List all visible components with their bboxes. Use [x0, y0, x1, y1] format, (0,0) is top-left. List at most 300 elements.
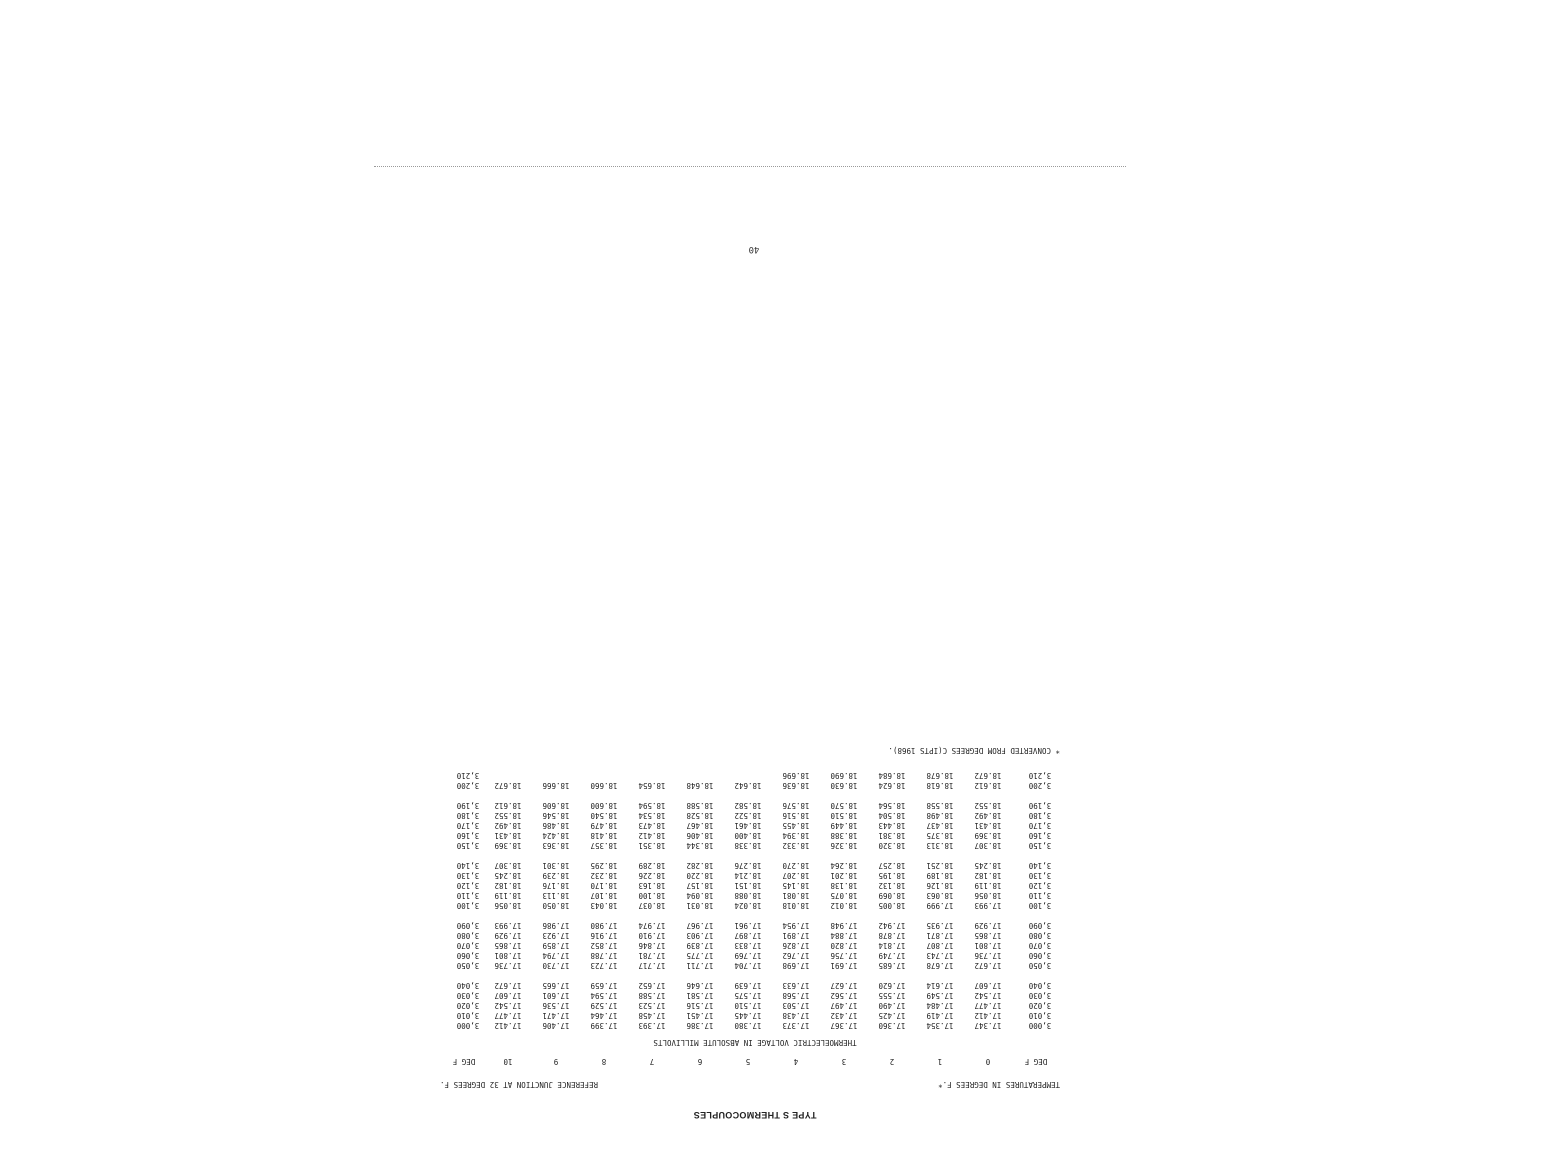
- table-cell: 18.684: [878, 771, 906, 780]
- table-cell: 18.239: [542, 871, 570, 880]
- table-cell: 17.672: [494, 981, 522, 990]
- table-cell: 17.993: [974, 901, 1002, 910]
- row-deg-label-right: 3,100: [456, 901, 480, 910]
- table-cell: 17.373: [782, 1021, 810, 1030]
- table-cell: 18.257: [878, 861, 906, 870]
- table-cell: 17.762: [782, 951, 810, 960]
- table-cell: 17.691: [830, 961, 858, 970]
- table-cell: 17.807: [926, 941, 954, 950]
- table-cell: 17.425: [878, 1011, 906, 1020]
- table-cell: 18.270: [782, 861, 810, 870]
- table-cell: 17.549: [926, 991, 954, 1000]
- table-cell: 17.942: [878, 921, 906, 930]
- column-header: 5: [745, 1057, 751, 1066]
- row-deg-label-right: 3,110: [456, 891, 480, 900]
- table-cell: 17.852: [590, 941, 618, 950]
- table-cell: 18.031: [686, 901, 714, 910]
- table-cell: 17.510: [734, 1001, 762, 1010]
- table-cell: 18.648: [686, 781, 714, 790]
- table-cell: 18.431: [494, 831, 522, 840]
- table-cell: 18.295: [590, 861, 618, 870]
- table-cell: 17.464: [590, 1011, 618, 1020]
- table-cell: 17.839: [686, 941, 714, 950]
- table-cell: 17.646: [686, 981, 714, 990]
- table-cell: 18.005: [878, 901, 906, 910]
- table-cell: 18.351: [638, 841, 666, 850]
- table-cell: 18.516: [782, 811, 810, 820]
- table-cell: 17.471: [542, 1011, 570, 1020]
- row-deg-label: 3,070: [1028, 941, 1052, 950]
- table-cell: 18.678: [926, 771, 954, 780]
- row-deg-label: 3,210: [1028, 771, 1052, 780]
- table-cell: 17.897: [734, 931, 762, 940]
- table-cell: 18.528: [686, 811, 714, 820]
- table-cell: 18.672: [974, 771, 1002, 780]
- table-cell: 18.642: [734, 781, 762, 790]
- table-cell: 18.672: [494, 781, 522, 790]
- table-cell: 18.498: [926, 811, 954, 820]
- table-cell: 17.516: [686, 1001, 714, 1010]
- row-deg-label: 3,080: [1028, 931, 1052, 940]
- row-deg-label-right: 3,020: [456, 1001, 480, 1010]
- row-deg-label-right: 3,210: [456, 771, 480, 780]
- table-cell: 18.363: [542, 841, 570, 850]
- table-cell: 18.264: [830, 861, 858, 870]
- table-cell: 17.568: [782, 991, 810, 1000]
- column-header: 7: [649, 1057, 655, 1066]
- page-number: 40: [748, 244, 760, 254]
- table-cell: 18.344: [686, 841, 714, 850]
- table-cell: 18.461: [734, 821, 762, 830]
- table-cell: 18.056: [974, 891, 1002, 900]
- table-cell: 17.503: [782, 1001, 810, 1010]
- table-cell: 17.620: [878, 981, 906, 990]
- table-cell: 17.406: [542, 1021, 570, 1030]
- row-deg-label-right: 3,040: [456, 981, 480, 990]
- table-cell: 17.399: [590, 1021, 618, 1030]
- table-cell: 18.522: [734, 811, 762, 820]
- table-cell: 17.555: [878, 991, 906, 1000]
- table-cell: 17.935: [926, 921, 954, 930]
- table-cell: 18.540: [590, 811, 618, 820]
- table-cell: 17.923: [542, 931, 570, 940]
- row-deg-label: 3,100: [1028, 901, 1052, 910]
- row-deg-label-right: 3,200: [456, 781, 480, 790]
- table-cell: 17.542: [494, 1001, 522, 1010]
- table-cell: 17.903: [686, 931, 714, 940]
- table-cell: 17.781: [638, 951, 666, 960]
- table-cell: 17.685: [878, 961, 906, 970]
- table-cell: 18.600: [590, 801, 618, 810]
- table-cell: 18.486: [542, 821, 570, 830]
- table-cell: 17.380: [734, 1021, 762, 1030]
- table-cell: 18.381: [878, 831, 906, 840]
- table-cell: 17.814: [878, 941, 906, 950]
- row-deg-label-right: 3,140: [456, 861, 480, 870]
- table-cell: 18.245: [974, 861, 1002, 870]
- table-cell: 17.588: [638, 991, 666, 1000]
- thermocouple-table-page: [440, 736, 1070, 1122]
- row-deg-label: 3,010: [1028, 1011, 1052, 1020]
- table-cell: 18.220: [686, 871, 714, 880]
- table-cell: 18.443: [878, 821, 906, 830]
- table-cell: 17.607: [494, 991, 522, 1000]
- table-cell: 18.081: [782, 891, 810, 900]
- table-cell: 18.552: [974, 801, 1002, 810]
- row-deg-label: 3,050: [1028, 961, 1052, 970]
- table-cell: 17.769: [734, 951, 762, 960]
- row-deg-label: 3,090: [1028, 921, 1052, 930]
- table-cell: [628, 771, 676, 780]
- table-cell: 18.151: [734, 881, 762, 890]
- table-cell: 18.582: [734, 801, 762, 810]
- row-deg-label-right: 3,050: [456, 961, 480, 970]
- table-cell: 17.801: [494, 951, 522, 960]
- table-cell: 18.301: [542, 861, 570, 870]
- column-header: 2: [889, 1057, 895, 1066]
- table-cell: 17.438: [782, 1011, 810, 1020]
- table-cell: 18.113: [542, 891, 570, 900]
- table-cell: 17.859: [542, 941, 570, 950]
- table-cell: 18.170: [590, 881, 618, 890]
- table-cell: 18.050: [542, 901, 570, 910]
- column-header: 4: [793, 1057, 799, 1066]
- table-cell: 18.119: [494, 891, 522, 900]
- table-cell: 17.627: [830, 981, 858, 990]
- table-cell: 18.207: [782, 871, 810, 880]
- table-cell: 18.612: [974, 781, 1002, 790]
- table-cell: 17.607: [974, 981, 1002, 990]
- table-cell: 18.069: [878, 891, 906, 900]
- table-cell: 17.730: [542, 961, 570, 970]
- table-cell: 18.018: [782, 901, 810, 910]
- row-deg-label: 3,200: [1028, 781, 1052, 790]
- table-cell: 18.012: [830, 901, 858, 910]
- table-cell: 17.659: [590, 981, 618, 990]
- table-cell: 18.226: [638, 871, 666, 880]
- column-header: 9: [553, 1057, 559, 1066]
- table-cell: 18.412: [638, 831, 666, 840]
- table-cell: 18.588: [686, 801, 714, 810]
- table-cell: 17.484: [926, 1001, 954, 1010]
- table-cell: 17.910: [638, 931, 666, 940]
- table-cell: 18.630: [830, 781, 858, 790]
- table-cell: 18.660: [590, 781, 618, 790]
- table-cell: 18.437: [926, 821, 954, 830]
- table-cell: 18.394: [782, 831, 810, 840]
- table-cell: 18.455: [782, 821, 810, 830]
- footnote: * CONVERTED FROM DEGREES C(IPTS 1968).: [888, 746, 1060, 755]
- table-cell: 18.245: [494, 871, 522, 880]
- table-cell: 18.558: [926, 801, 954, 810]
- table-cell: 17.801: [974, 941, 1002, 950]
- table-cell: 17.820: [830, 941, 858, 950]
- table-cell: 17.477: [494, 1011, 522, 1020]
- table-cell: 18.100: [638, 891, 666, 900]
- table-cell: 17.884: [830, 931, 858, 940]
- table-cell: 18.418: [590, 831, 618, 840]
- table-cell: 18.570: [830, 801, 858, 810]
- table-cell: 18.282: [686, 861, 714, 870]
- table-cell: 17.871: [926, 931, 954, 940]
- scan-dotted-rule: [374, 166, 1126, 167]
- row-deg-label-right: 3,080: [456, 931, 480, 940]
- table-cell: 17.916: [590, 931, 618, 940]
- row-deg-label-right: 3,180: [456, 811, 480, 820]
- table-cell: 17.865: [974, 931, 1002, 940]
- table-cell: [724, 771, 772, 780]
- table-cell: 18.534: [638, 811, 666, 820]
- table-cell: 18.636: [782, 781, 810, 790]
- table-cell: 17.490: [878, 1001, 906, 1010]
- column-header: 1: [937, 1057, 943, 1066]
- table-cell: 18.132: [878, 881, 906, 890]
- row-deg-label: 3,160: [1028, 831, 1052, 840]
- table-cell: 18.307: [974, 841, 1002, 850]
- table-cell: 18.307: [494, 861, 522, 870]
- table-cell: 17.878: [878, 931, 906, 940]
- table-cell: 17.542: [974, 991, 1002, 1000]
- row-deg-label-right: 3,070: [456, 941, 480, 950]
- table-cell: 18.504: [878, 811, 906, 820]
- table-cell: 18.552: [494, 811, 522, 820]
- table-cell: 18.075: [830, 891, 858, 900]
- row-deg-label-right: 3,090: [456, 921, 480, 930]
- table-cell: 17.980: [590, 921, 618, 930]
- table-cell: 17.788: [590, 951, 618, 960]
- row-deg-label: 3,120: [1028, 881, 1052, 890]
- table-cell: 18.332: [782, 841, 810, 850]
- table-cell: 17.678: [926, 961, 954, 970]
- table-cell: 17.536: [542, 1001, 570, 1010]
- row-deg-label-right: 3,190: [456, 801, 480, 810]
- table-cell: 17.412: [494, 1021, 522, 1030]
- table-cell: 17.993: [494, 921, 522, 930]
- table-cell: 18.654: [638, 781, 666, 790]
- table-cell: 18.119: [974, 881, 1002, 890]
- row-deg-label-right: 3,120: [456, 881, 480, 890]
- table-cell: 17.614: [926, 981, 954, 990]
- table-cell: 18.369: [974, 831, 1002, 840]
- table-cell: 17.826: [782, 941, 810, 950]
- row-deg-label: 3,060: [1028, 951, 1052, 960]
- column-header-row: [440, 1054, 1070, 1066]
- row-deg-label: 3,190: [1028, 801, 1052, 810]
- table-cell: 17.833: [734, 941, 762, 950]
- row-deg-label-right: 3,170: [456, 821, 480, 830]
- table-cell: 17.736: [974, 951, 1002, 960]
- table-cell: 18.357: [590, 841, 618, 850]
- table-cell: 17.458: [638, 1011, 666, 1020]
- table-cell: 17.736: [494, 961, 522, 970]
- table-cell: 18.375: [926, 831, 954, 840]
- table-cell: 17.743: [926, 951, 954, 960]
- table-cell: 17.865: [494, 941, 522, 950]
- table-cell: 18.313: [926, 841, 954, 850]
- row-deg-label-right: 3,160: [456, 831, 480, 840]
- row-deg-label-right: 3,030: [456, 991, 480, 1000]
- table-cell: 18.406: [686, 831, 714, 840]
- column-header: DEG F: [1024, 1057, 1048, 1066]
- table-cell: [676, 771, 724, 780]
- column-header: 0: [985, 1057, 991, 1066]
- table-cell: 17.386: [686, 1021, 714, 1030]
- table-cell: 18.195: [878, 871, 906, 880]
- row-deg-label: 3,020: [1028, 1001, 1052, 1010]
- table-cell: 17.412: [974, 1011, 1002, 1020]
- column-header: 10: [503, 1057, 513, 1066]
- table-cell: 17.961: [734, 921, 762, 930]
- row-deg-label-right: 3,150: [456, 841, 480, 850]
- table-cell: 18.276: [734, 861, 762, 870]
- table-cell: 17.986: [542, 921, 570, 930]
- table-cell: 18.479: [590, 821, 618, 830]
- row-deg-label: 3,150: [1028, 841, 1052, 850]
- table-cell: 17.846: [638, 941, 666, 950]
- row-deg-label: 3,180: [1028, 811, 1052, 820]
- table-cell: 18.666: [542, 781, 570, 790]
- table-cell: 18.564: [878, 801, 906, 810]
- table-cell: 17.523: [638, 1001, 666, 1010]
- table-cell: 18.467: [686, 821, 714, 830]
- table-cell: 18.618: [926, 781, 954, 790]
- table-cell: 18.107: [590, 891, 618, 900]
- table-cell: 18.189: [926, 871, 954, 880]
- table-cell: 18.163: [638, 881, 666, 890]
- table-cell: 17.354: [926, 1021, 954, 1030]
- table-cell: [532, 771, 580, 780]
- table-cell: 18.624: [878, 781, 906, 790]
- table-cell: 17.652: [638, 981, 666, 990]
- row-deg-label-right: 3,130: [456, 871, 480, 880]
- table-cell: 17.594: [590, 991, 618, 1000]
- table-cell: 17.756: [830, 951, 858, 960]
- table-cell: 18.088: [734, 891, 762, 900]
- column-header: 6: [697, 1057, 703, 1066]
- table-cell: 17.419: [926, 1011, 954, 1020]
- table-cell: 18.449: [830, 821, 858, 830]
- table-cell: 17.581: [686, 991, 714, 1000]
- table-cell: 18.546: [542, 811, 570, 820]
- table-cell: 18.024: [734, 901, 762, 910]
- table-cell: 18.696: [782, 771, 810, 780]
- table-cell: 17.575: [734, 991, 762, 1000]
- column-header: 3: [841, 1057, 847, 1066]
- table-cell: 18.037: [638, 901, 666, 910]
- header-temperatures: TEMPERATURES IN DEGREES F.*: [938, 1080, 1060, 1089]
- table-cell: 18.612: [494, 801, 522, 810]
- table-cell: 18.126: [926, 881, 954, 890]
- document-title: TYPE S THERMOCOUPLES: [693, 1110, 817, 1120]
- table-cell: 18.400: [734, 831, 762, 840]
- table-cell: 17.967: [686, 921, 714, 930]
- table-cell: 17.639: [734, 981, 762, 990]
- table-cell: 17.367: [830, 1021, 858, 1030]
- table-cell: 17.749: [878, 951, 906, 960]
- table-cell: 17.529: [590, 1001, 618, 1010]
- table-cell: 18.606: [542, 801, 570, 810]
- table-cell: 18.388: [830, 831, 858, 840]
- table-cell: 18.182: [974, 871, 1002, 880]
- row-deg-label: 3,130: [1028, 871, 1052, 880]
- row-deg-label: 3,140: [1028, 861, 1052, 870]
- table-cell: 18.145: [782, 881, 810, 890]
- table-cell: 17.974: [638, 921, 666, 930]
- row-deg-label-right: 3,010: [456, 1011, 480, 1020]
- column-header: DEG F: [452, 1057, 476, 1066]
- row-deg-label-right: 3,000: [456, 1021, 480, 1030]
- row-deg-label-right: 3,060: [456, 951, 480, 960]
- row-deg-label: 3,030: [1028, 991, 1052, 1000]
- table-cell: 18.326: [830, 841, 858, 850]
- table-cell: 18.157: [686, 881, 714, 890]
- table-cell: 18.232: [590, 871, 618, 880]
- table-cell: 18.320: [878, 841, 906, 850]
- table-cell: 18.063: [926, 891, 954, 900]
- table-cell: 18.176: [542, 881, 570, 890]
- table-cell: 17.562: [830, 991, 858, 1000]
- table-cell: 17.929: [494, 931, 522, 940]
- table-cell: 17.891: [782, 931, 810, 940]
- table-cell: 18.510: [830, 811, 858, 820]
- table-cell: 18.492: [974, 811, 1002, 820]
- table-cell: [580, 771, 628, 780]
- table-cell: 18.690: [830, 771, 858, 780]
- table-cell: 17.347: [974, 1021, 1002, 1030]
- table-cell: 18.251: [926, 861, 954, 870]
- table-cell: 18.594: [638, 801, 666, 810]
- table-cell: 17.665: [542, 981, 570, 990]
- table-cell: 17.477: [974, 1001, 1002, 1010]
- table-cell: 18.576: [782, 801, 810, 810]
- table-cell: 17.717: [638, 961, 666, 970]
- table-cell: 18.056: [494, 901, 522, 910]
- table-cell: 17.775: [686, 951, 714, 960]
- table-cell: 17.445: [734, 1011, 762, 1020]
- table-cell: 17.698: [782, 961, 810, 970]
- table-cell: 17.601: [542, 991, 570, 1000]
- table-cell: 17.999: [926, 901, 954, 910]
- table-cell: 18.289: [638, 861, 666, 870]
- table-cell: 18.214: [734, 871, 762, 880]
- table-cell: 18.201: [830, 871, 858, 880]
- row-deg-label: 3,110: [1028, 891, 1052, 900]
- column-header: 8: [601, 1057, 607, 1066]
- table-cell: 18.182: [494, 881, 522, 890]
- table-cell: 17.704: [734, 961, 762, 970]
- table-cell: 17.633: [782, 981, 810, 990]
- table-cell: 17.451: [686, 1011, 714, 1020]
- table-cell: 18.138: [830, 881, 858, 890]
- table-cell: 18.043: [590, 901, 618, 910]
- table-cell: 17.672: [974, 961, 1002, 970]
- table-cell: 17.723: [590, 961, 618, 970]
- table-cell: 17.360: [878, 1021, 906, 1030]
- table-cell: 17.393: [638, 1021, 666, 1030]
- row-deg-label: 3,000: [1028, 1021, 1052, 1030]
- table-cell: [484, 771, 532, 780]
- table-cell: 17.497: [830, 1001, 858, 1010]
- table-cell: 17.954: [782, 921, 810, 930]
- row-deg-label: 3,040: [1028, 981, 1052, 990]
- table-cell: 18.424: [542, 831, 570, 840]
- row-deg-label: 3,170: [1028, 821, 1052, 830]
- table-cell: 18.492: [494, 821, 522, 830]
- table-cell: 18.369: [494, 841, 522, 850]
- table-cell: 18.431: [974, 821, 1002, 830]
- table-cell: 17.432: [830, 1011, 858, 1020]
- table-cell: 17.929: [974, 921, 1002, 930]
